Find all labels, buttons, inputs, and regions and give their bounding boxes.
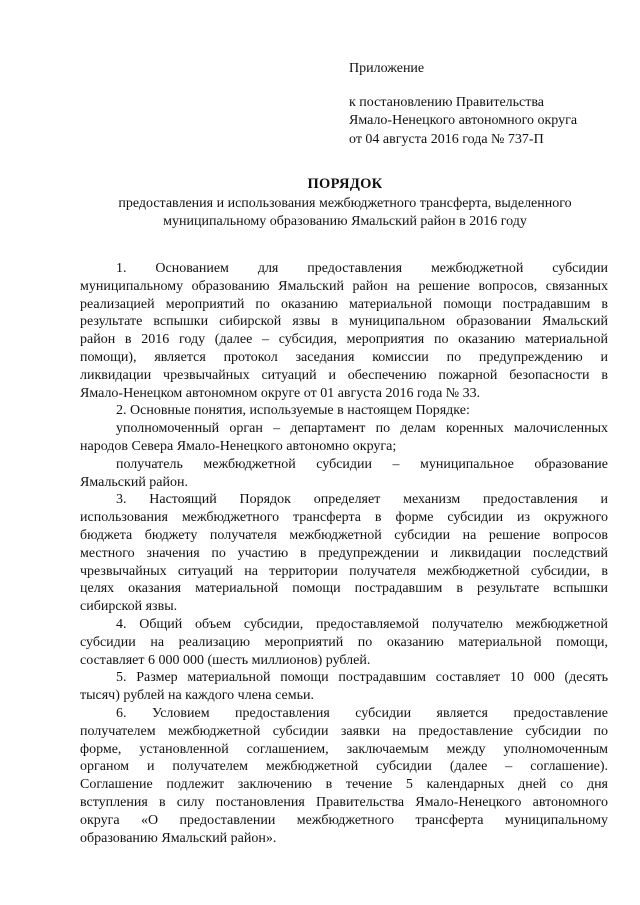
document-subtitle-line: муниципальному образованию Ямальский район в 2016 году xyxy=(163,214,527,229)
text-line: 5. Размер материальной помощи пострадавшим составляет 10 000 (десять xyxy=(116,670,608,686)
paragraph-7 xyxy=(80,669,608,705)
text-line: органом и получателем межбюджетной субсидии (далее – соглашение). xyxy=(80,759,608,775)
text-line: вступления в силу постановления Правительства Ямало-Ненецкого автономного xyxy=(80,794,608,810)
text-line: уполномоченный орган – департамент по делам коренных малочисленных xyxy=(116,421,608,437)
document-title: ПОРЯДОК xyxy=(307,176,383,192)
text-line: получателем межбюджетной субсидии заявки на предоставление субсидии по xyxy=(80,723,608,739)
paragraph-4 xyxy=(80,456,608,492)
text-line: использования межбюджетного трансферта в форме субсидии из окружного xyxy=(80,510,608,526)
text-line: 4. Общий объем субсидии, предоставляемой получателю межбюджетной xyxy=(116,616,608,632)
text-line: образованию Ямальский район». xyxy=(80,830,277,846)
paragraph-6 xyxy=(80,616,608,669)
text-line: сибирской язвы. xyxy=(80,599,178,615)
paragraph-8 xyxy=(80,705,608,847)
paragraph-5 xyxy=(80,491,608,616)
text-line: реализацией мероприятий по оказанию материальной помощи пострадавшим в xyxy=(80,296,608,312)
text-line: район в 2016 году (далее – субсидия, мероприятия по оказанию материальной xyxy=(80,332,608,348)
paragraph-1 xyxy=(80,260,608,402)
text-line: 1. Основанием для предоставления межбюджетной субсидии xyxy=(116,261,608,276)
text-line: Ямальский район. xyxy=(80,474,189,490)
appendix-line: Ямало-Ненецкого автономного округа xyxy=(349,113,578,128)
text-line: 6. Условием предоставления субсидии является предоставление xyxy=(116,705,608,721)
text-line: бюджета бюджету получателя межбюджетной субсидии на решение вопросов xyxy=(80,527,608,543)
text-line: получатель межбюджетной субсидии – муниципальное образование xyxy=(116,456,608,472)
appendix-line: к постановлению Правительства xyxy=(349,94,545,110)
text-line: 3. Настоящий Порядок определяет механизм предоставления и xyxy=(116,492,608,508)
text-line: помощи), является протокол заседания комиссии по предупреждению и xyxy=(80,349,608,365)
paragraph-3 xyxy=(80,420,608,456)
text-line: ликвидации чрезвычайных ситуаций и обеспечению пожарной безопасности в xyxy=(80,367,608,383)
text-line: Соглашение подлежит заключению в течение 5 календарных дней со дня xyxy=(80,777,608,793)
paragraph-2 xyxy=(80,402,608,420)
text-line: результате вспышки сибирской язвы в муниципальном образовании Ямальский xyxy=(80,314,608,330)
appendix-title: Приложение xyxy=(349,61,425,76)
text-line: 2. Основные понятия, используемые в настоящем Порядке: xyxy=(116,403,470,419)
text-line: чрезвычайных ситуаций на территории получателя межбюджетной субсидии, в xyxy=(80,563,608,579)
document-body xyxy=(80,260,608,847)
text-line: тысяч) рублей на каждого члена семьи. xyxy=(80,688,314,704)
appendix-block xyxy=(349,60,619,149)
text-line: субсидии на реализацию мероприятий по оказанию материальной помощи, xyxy=(80,634,608,650)
text-line: местного значения по участию в предупреждении и ликвидации последствий xyxy=(80,545,608,561)
text-line: народов Севера Ямало-Ненецкого автономно округа; xyxy=(80,438,397,454)
appendix-line: от 04 августа 2016 года № 737-П xyxy=(349,131,544,147)
text-line: форме, установленной соглашением, заключаемым между уполномоченным xyxy=(80,741,608,757)
text-line: муниципальному образованию Ямальский район на решение вопросов, связанных xyxy=(80,278,608,294)
text-line: округа «О предоставлении межбюджетного трансферта муниципальному xyxy=(80,812,608,828)
text-line: целях оказания материальной помощи пострадавшим в результате вспышки xyxy=(80,581,608,597)
text-line: Ямало-Ненецком автономном округе от 01 августа 2016 года № 33. xyxy=(80,385,481,401)
document-heading xyxy=(80,176,610,231)
text-line: составляет 6 000 000 (шесть миллионов) рублей. xyxy=(80,652,371,668)
document-subtitle-line: предоставления и использования межбюджетного трансферта, выделенного xyxy=(118,196,572,211)
